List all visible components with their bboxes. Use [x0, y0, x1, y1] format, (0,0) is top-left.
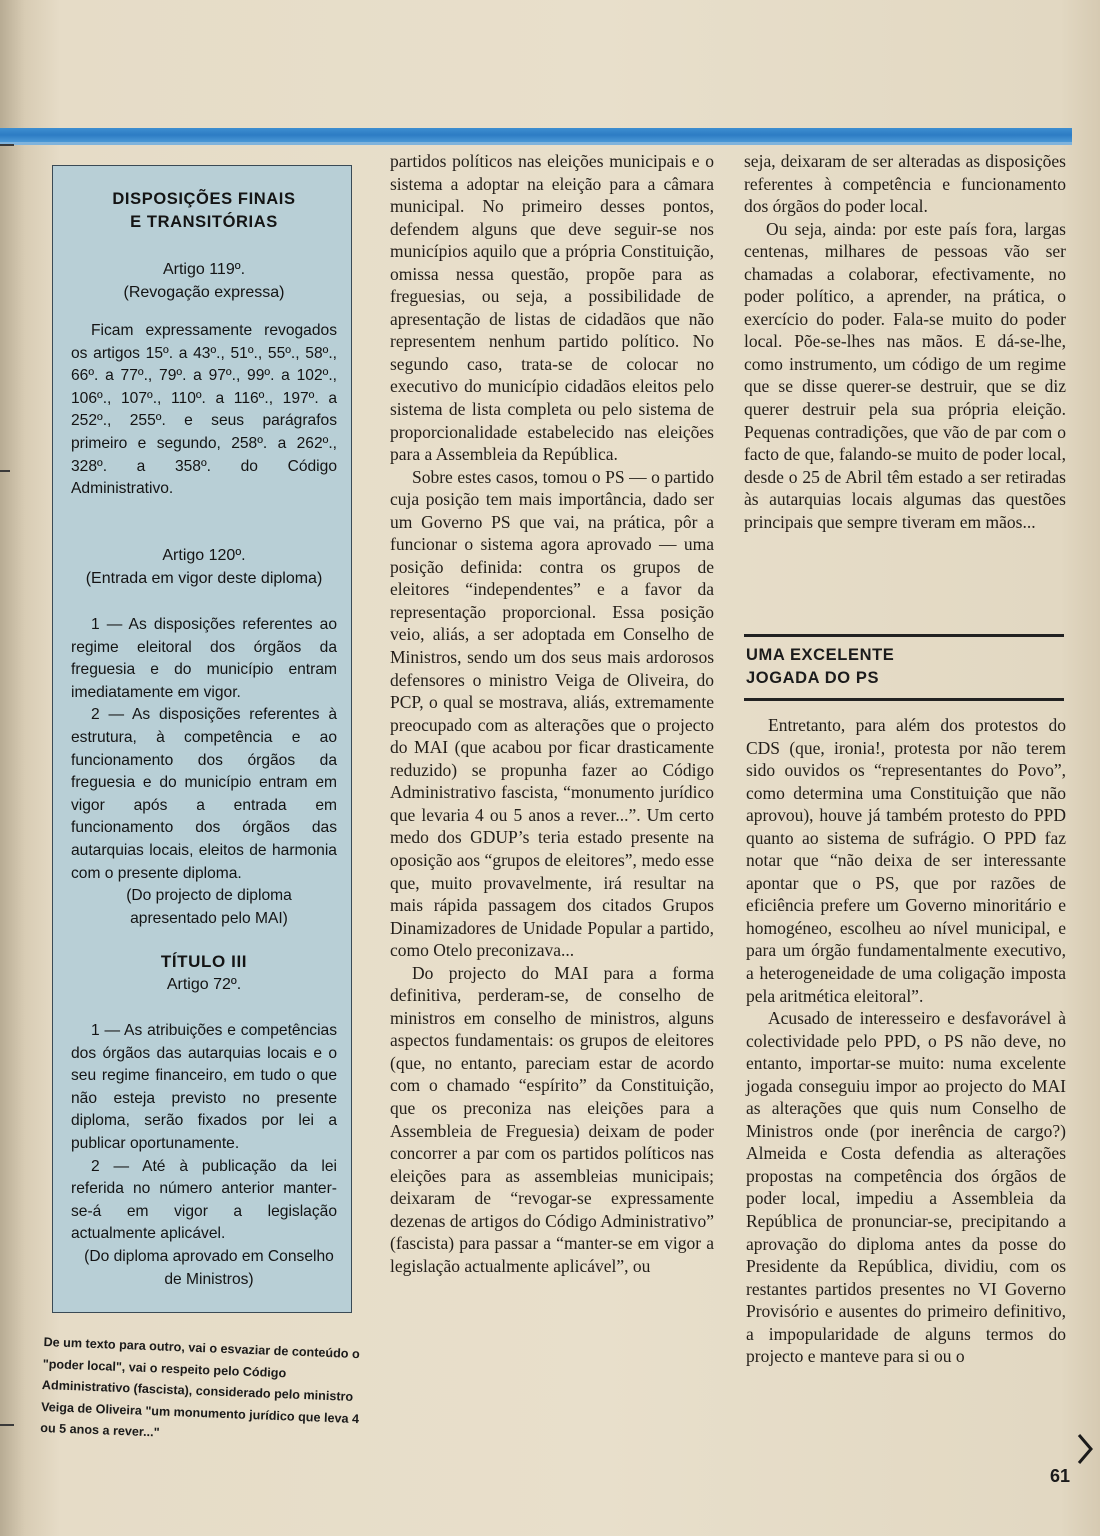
article-119-text: Ficam expressamente revogados os artigos 15º. a 43º., 51º., 55º., 58º., 66º. a 77º., 79º. a 97º., 99º. a 102º., 106º., 107º., 110º. a 116º., 197º. a 252º., 255º. e seus parágrafos primeiro e segundo, 258º. a 262º., 328º. a 358º. do Código Administrativo. — [71, 322, 337, 498]
column-2-paragraph-1: partidos políticos nas eleições municipais e o sistema a adoptar na eleição para a câmara municipal. No primeiro desses pontos, defendem alguns que deve seguir-se nos municípios aquilo que a própria Constituição, omissa nessa questão, propõe para as freguesias, ou seja, a possibilidade de apresentação de listas de cidadãos que não representem nenhum partido político. No segundo caso, trata-se de colocar no executivo do município cidadãos eleitos pelo sistema de lista completa ou pelo sistema de proporcionalidade estabelecido nas eleições para a Assembleia da República. — [390, 151, 714, 465]
article-120-subtitle: (Entrada em vigor deste diploma) — [85, 570, 323, 587]
continue-arrow-icon — [1076, 1432, 1094, 1466]
article-120-title: Artigo 120º. — [162, 547, 246, 564]
column-3-paragraph-2: Ou seja, ainda: por este país fora, largas centenas, milhares de pessoas vão ser chamadas a colaborar, efectivamente, no poder político, a aprender, na prática, o exercício do poder. Fala-se muito do poder local. Põe-se-lhes nas mãos. E dá-se-lhe, como instrumento, um código de um regime que se disse querer-se destruir, que se diz querer destruir pela sua própria eleição. Pequenas contradições, que vão de par com o facto de que, falando-se muito de poder local, desde o 25 de Abril têm estado a ser retiradas às autarquias locais algumas das questões principais que sempre tiveram em mãos... — [744, 218, 1066, 532]
column-3-paragraph-4: Acusado de interesseiro e desfavorável à colectividade pelo PPD, o PS não deve, no entanto, importar-se muito: numa excelente jogada conseguiu impor ao projecto do MAI as alterações que quis num Conselho de Ministros onde (por inerência de cargo?) Almeida e Costa defendia as alterações propostas na competência dos órgãos de poder local, impediu a Assembleia da República de pronunciar-se, precipitando a aprovação do diploma antes da posse do Presidente da República, dividiu, com os restantes partidos presentes no VI Governo Provisório e ausentes do primeiro definitivo, a impopularidade de alguns termos do projecto e manteve para si ou o — [746, 1008, 1066, 1367]
article-120-citation: (Do projecto de diploma apresentado pelo MAI) — [126, 887, 292, 927]
column-2-paragraph-2: Sobre estes casos, tomou o PS — o partido cuja posição tem mais importância, dado ser um Governo PS que vai, na prática, pôr a funcionar o sistema agora aprovado — uma posição definida: contra os grupos de eleitores “independentes” e a favor da representação proporcional. Essa posição veio, aliás, a ser adoptada em Conselho de Ministros, sendo um dos seus mais ardorosos defensores o ministro Veiga de Oliveira, do PCP, o qual se mostrava, aliás, extremamente preocupado com as alterações que o projecto do MAI (que acabou por ficar drasticamente reduzido) se propunha fazer ao Código Administrativo fascista, “monumento jurídico que levaria 4 ou 5 anos a rever...”. Um certo medo dos GDUP’s teria estado presente na oposição aos “grupos de eleitores”, medo esse que, muito provavelmente, irá resultar na mais rápida passagem dos citados Grupos Dinamizadores de Unidade Popular a partido, como Otelo preconizava... — [390, 466, 714, 961]
subhead-rule-top — [744, 634, 1064, 637]
article-72-citation: (Do diploma aprovado em Conselho de Ministros) — [84, 1247, 334, 1288]
article-column-3-top — [744, 150, 1066, 533]
article-column-3-bottom — [746, 714, 1066, 1368]
blue-header-band — [0, 128, 1072, 142]
article-120-paragraph-1: 1 — As disposições referentes ao regime eleitoral dos órgãos da freguesia e do município entram imediatamente em vigor. — [71, 616, 337, 701]
subheading-line-2: JOGADA DO PS — [746, 668, 880, 687]
article-119-subtitle: (Revogação expressa) — [123, 284, 285, 301]
article-119-title: Artigo 119º. — [162, 261, 246, 278]
titulo-iii-title: TÍTULO III — [160, 952, 248, 971]
blue-header-band-edge — [0, 142, 1072, 145]
column-3-paragraph-3: Entretanto, para além dos protestos do CDS (que, ironia!, protesta por não terem sido ouvidos os “representantes do Povo”, como determina uma Constituição que não aprovou), houve já também protesto do PPD quanto ao sistema de sufrágio. O PPD faz notar que “não deixa de ser interessante apontar que o PS, que por razões de eficiência prefere um Governo minoritário e homogéneo, escolheu ao nível municipal, e para um órgão fundamentalmente executivo, a heterogeneidade de uma coligação imposta pela aritmética eleitoral”. — [746, 715, 1066, 1006]
article-120-paragraph-2: 2 — As disposições referentes à estrutura, à competência e ao funcionamento dos órgãos da freguesia e do município entram em vigor após a entrada em funcionamento dos órgãos das autarquias locais, eleitos de harmonia com o presente diploma. — [71, 706, 337, 882]
sidebar-heading-line1: DISPOSIÇÕES FINAIS — [112, 190, 296, 208]
subheading-line-1: UMA EXCELENTE — [746, 646, 895, 664]
page-number: 61 — [1049, 1466, 1070, 1486]
binding-mark — [0, 470, 10, 472]
article-column-2 — [390, 150, 714, 1277]
article-72-title: Artigo 72º. — [166, 976, 242, 993]
article-72-paragraph-2: 2 — Até à publicação da lei referida no número anterior manter-se-á em vigor a legislação actualmente aplicável. — [71, 1157, 337, 1243]
photo-caption: De um texto para outro, vai o esvaziar de conteúdo o "poder local", vai o respeito pelo Código Administrativo (fascista), considerado pelo ministro Veiga de Oliveira "um monumento jurídico que leva 4 ou 5 anos a rever..." — [40, 1334, 360, 1440]
column-3-paragraph-1: seja, deixaram de ser alteradas as disposições referentes à competência e funcionamento dos órgãos do poder local. — [744, 151, 1066, 217]
column-2-paragraph-3: Do projecto do MAI para a forma definitiva, perderam-se, de conselho de ministros em conselho de ministros, alguns aspectos fundamentais: os grupos de eleitores (que, no entanto, pareciam estar de acordo com o chamado “espírito” da Constituição, que os preconiza nas eleições para a Assembleia de Freguesia) deixam de poder concorrer a par com os partidos políticos nas eleições para as assembleias municipais; deixaram de “revogar-se expressamente dezenas de artigos do Código Administrativo” (fascista) para passar a “manter-se em vigor a legislação actualmente aplicável”, ou — [390, 962, 714, 1276]
sidebar-legal-box — [52, 165, 352, 1313]
subhead-rule-bottom — [744, 698, 1064, 701]
binding-mark — [0, 144, 14, 146]
section-subheading — [746, 644, 1066, 689]
binding-mark — [0, 1424, 14, 1426]
article-72-paragraph-1: 1 — As atribuições e competências dos órgãos das autarquias locais e o seu regime financeiro, em tudo o que não esteja previsto no presente diploma, serão fixados por lei a publicar oportunamente. — [71, 1022, 337, 1152]
sidebar-heading-line2: E TRANSITÓRIAS — [130, 213, 278, 231]
